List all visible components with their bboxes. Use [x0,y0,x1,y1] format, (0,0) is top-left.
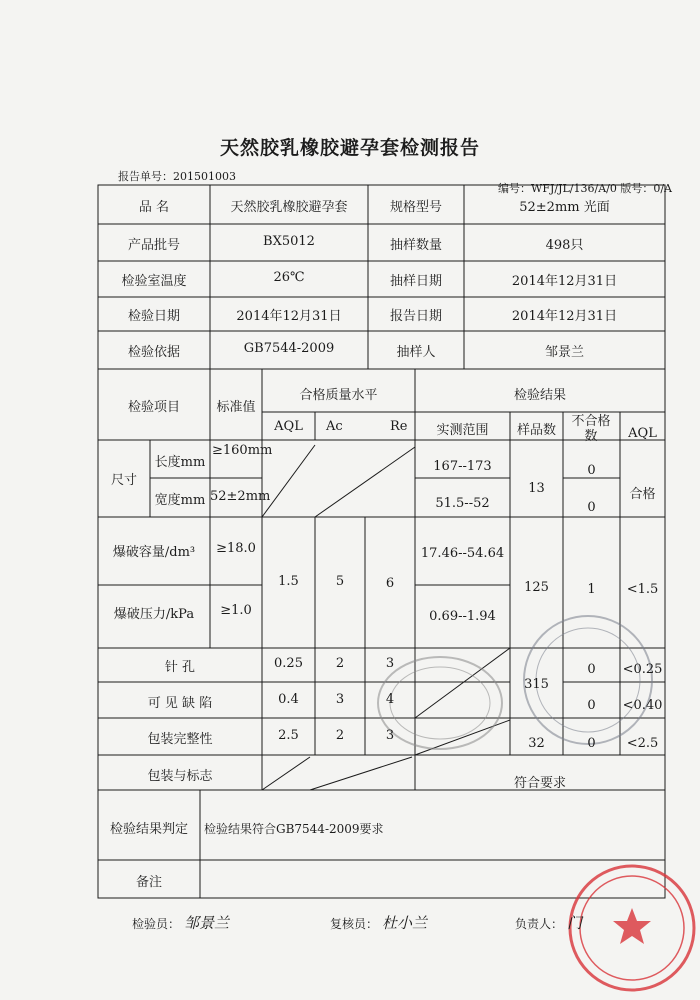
width-standard: 52±2mm [210,489,271,504]
marking-label: 包装与标志 [147,769,213,784]
remark-label: 备注 [135,875,162,890]
burst-re: 6 [385,576,395,591]
judgment-label: 检验结果判定 [109,822,188,837]
burst-pressure-standard: ≥1.0 [220,603,252,618]
pinhole-aql: 0.25 [274,656,303,671]
burst-aql: 1.5 [278,574,299,589]
visible-defect-ac: 3 [335,692,345,707]
report-title: 天然胶乳橡胶避孕套检测报告 [219,137,480,159]
pack-aql-result: <2.5 [626,736,659,751]
header-range: 实测范围 [436,423,489,438]
pinhole-label: 针 孔 [164,660,196,675]
size-sample-count: 13 [528,481,545,496]
burst-volume-standard: ≥18.0 [216,541,256,556]
pack-defects: 0 [587,736,596,751]
length-standard: ≥160mm [212,443,273,458]
header-ac: Ac [326,419,343,434]
length-range: 167--173 [433,459,492,474]
value-product-name: 天然胶乳橡胶避孕套 [230,200,348,215]
marking-result: 符合要求 [513,776,566,791]
width-defects: 0 [587,500,596,515]
header-aql-result: AQL [628,426,657,441]
pack-ac: 2 [335,728,345,743]
header-quality-level: 合格质量水平 [299,388,378,403]
pinhole-ac: 2 [335,656,345,671]
visible-defect-aql: 0.4 [278,692,299,707]
burst-volume-range: 17.46--54.64 [420,546,505,561]
manager-name: 门 [567,914,583,932]
header-sample-count: 样品数 [516,423,556,438]
burst-ac: 5 [335,574,345,589]
label-batch: 产品批号 [127,238,180,253]
header-aql: AQL [274,419,303,434]
header-defect-count: 不合格数 [571,414,611,444]
document-code: 编号：WFJ/JL/136/A/0 版号：0/A [498,182,672,195]
size-label: 尺寸 [110,473,137,488]
value-sampler: 邹景兰 [544,345,584,360]
header-re: Re [390,419,408,434]
value-inspect-date: 2014年12月31日 [236,309,342,324]
reviewer-name: 杜小兰 [382,914,428,932]
burst-defects: 1 [587,582,596,597]
value-sampling-date: 2014年12月31日 [511,274,618,289]
visible-defect-count: 0 [587,698,596,713]
reviewer-label: 复核员： [330,917,379,931]
burst-pressure-label: 爆破压力/kPa [113,607,195,622]
length-label: 长度mm [154,455,206,470]
judgment-text: 检验结果符合GB7544-2009要求 [204,822,384,836]
reviewer-signature [330,912,427,933]
value-basis: GB7544-2009 [243,341,335,356]
pinhole-aql-result: <0.25 [622,662,663,677]
manager-signature [515,912,582,933]
label-sampler: 抽样人 [396,345,436,360]
length-defects: 0 [587,463,596,478]
value-sample-qty: 498只 [545,238,584,253]
size-result: 合格 [629,487,656,502]
burst-volume-label: 爆破容量/dm³ [112,545,196,560]
pack-sample-count: 32 [528,736,545,751]
pinhole-re: 3 [385,656,395,671]
label-report-date: 报告日期 [389,309,442,324]
label-inspect-date: 检验日期 [127,309,180,324]
label-spec: 规格型号 [389,200,442,215]
label-sample-qty: 抽样数量 [389,238,442,253]
shared-sample-count: 315 [524,677,549,692]
pack-integrity-label: 包装完整性 [147,732,213,747]
pack-re: 3 [385,728,395,743]
red-stamp [570,866,694,990]
inspector-signature [132,912,229,933]
visible-defect-re: 4 [385,692,395,707]
burst-pressure-range: 0.69--1.94 [429,609,496,624]
value-batch: BX5012 [263,234,315,249]
width-range: 51.5--52 [435,496,490,511]
header-standard: 标准值 [216,400,256,415]
manager-label: 负责人： [515,917,564,931]
label-room-temp: 检验室温度 [121,274,187,289]
report-number: 报告单号：201501003 [118,170,236,183]
pack-aql: 2.5 [278,728,299,743]
inspector-label: 检验员： [132,917,181,931]
value-report-date: 2014年12月31日 [511,309,618,324]
value-spec: 52±2mm 光面 [519,200,610,215]
visible-defect-label: 可 见 缺 陷 [147,696,213,711]
width-label: 宽度mm [154,493,206,508]
header-item: 检验项目 [127,400,180,415]
label-basis: 检验依据 [127,345,180,360]
label-product-name: 品 名 [138,200,170,215]
visible-defect-aql-result: <0.40 [622,698,663,713]
pinhole-defects: 0 [587,662,596,677]
burst-sample-count: 125 [524,580,549,595]
header-result: 检验结果 [513,388,566,403]
burst-aql-result: <1.5 [626,582,659,597]
inspector-name: 邹景兰 [184,914,230,932]
label-sampling-date: 抽样日期 [389,274,442,289]
value-room-temp: 26℃ [273,270,305,285]
